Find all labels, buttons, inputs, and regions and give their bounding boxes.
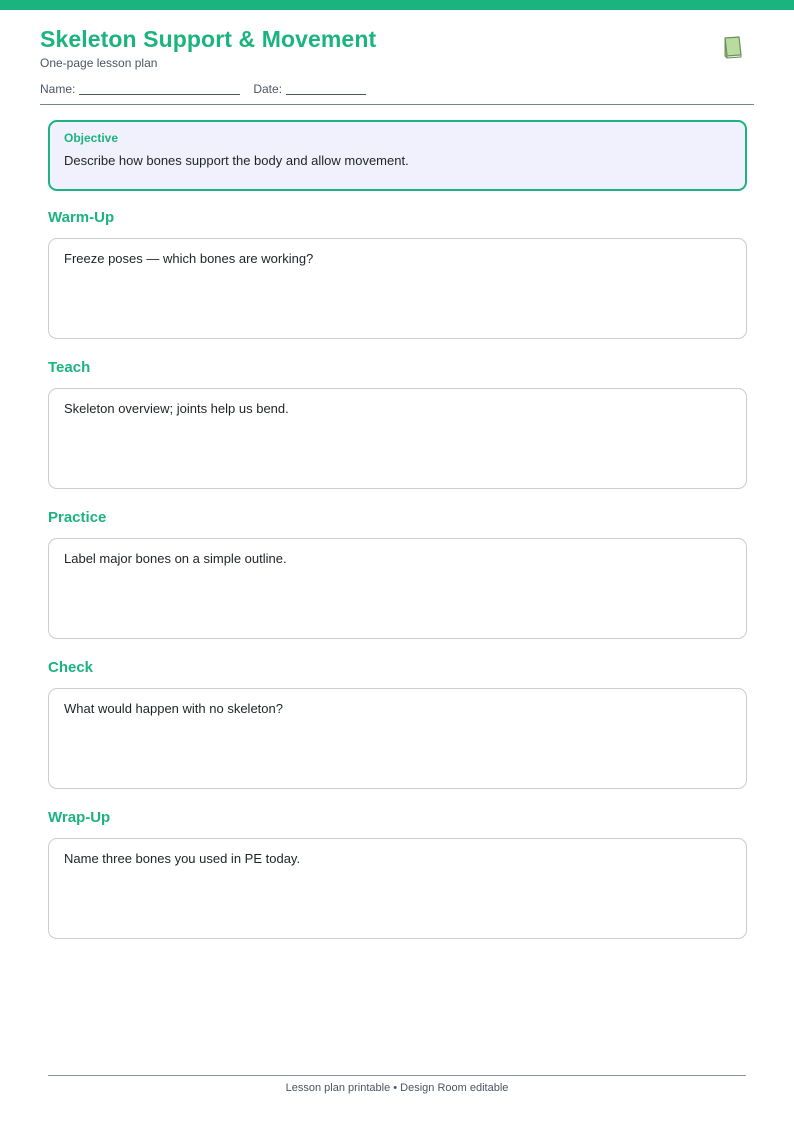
date-blank[interactable] (286, 83, 366, 95)
section-heading-practice: Practice (48, 509, 107, 526)
footer-text: Lesson plan printable • Design Room editable (285, 1082, 509, 1094)
date-label: Date: (253, 82, 283, 96)
section-heading-wrap-up: Wrap-Up (48, 809, 111, 826)
section-box-warm-up[interactable] (48, 238, 747, 339)
section-text: Freeze poses — which bones are working? (64, 251, 314, 266)
section-text: Skeleton overview; joints help us bend. (64, 401, 289, 416)
page-title: Skeleton Support & Movement (40, 26, 377, 52)
section-box-check[interactable] (48, 688, 747, 789)
name-blank[interactable] (79, 83, 240, 95)
book-icon (722, 35, 744, 59)
objective-text: Describe how bones support the body and allow movement. (64, 153, 409, 168)
objective-label: Objective (64, 131, 119, 145)
section-text: Name three bones you used in PE today. (64, 851, 301, 866)
section-heading-teach: Teach (48, 359, 91, 376)
section-text: Label major bones on a simple outline. (64, 551, 287, 566)
name-label: Name: (40, 82, 76, 96)
section-box-wrap-up[interactable] (48, 838, 747, 939)
section-text: What would happen with no skeleton? (64, 701, 283, 716)
section-box-teach[interactable] (48, 388, 747, 489)
section-heading-check: Check (48, 659, 94, 676)
footer-divider (48, 1075, 746, 1076)
section-box-practice[interactable] (48, 538, 747, 639)
section-heading-warm-up: Warm-Up (48, 209, 115, 226)
page-subtitle: One-page lesson plan (40, 56, 158, 70)
objective-box (48, 120, 747, 191)
top-accent-bar (0, 0, 794, 10)
header-divider (40, 104, 754, 105)
name-date-line (40, 82, 366, 96)
